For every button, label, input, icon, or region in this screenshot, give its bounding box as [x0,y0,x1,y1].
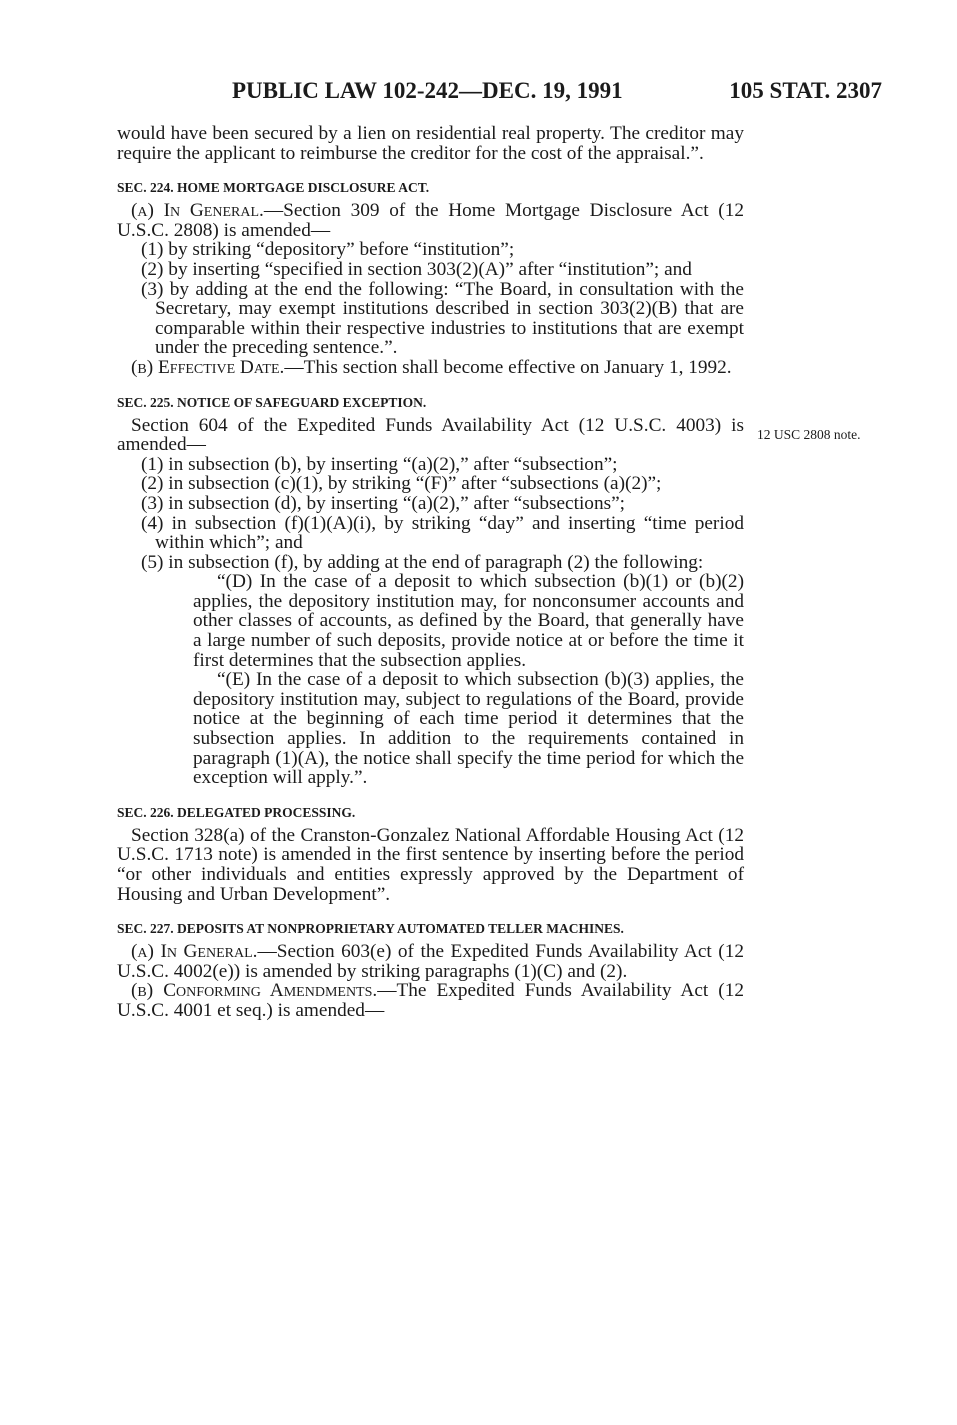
sec225-item-1: (1) in subsection (b), by inserting “(a)(2),” after “subsection”; [141,453,618,475]
sec224-b-label: (b) Effective Date. [131,356,285,378]
public-law-title: PUBLIC LAW 102-242—DEC. 19, 1991 [232,78,623,103]
sec224-item-3: (3) by adding at the end the following: “The Board, in consultation with the Secretary, may exempt institutions described in section 303(2)(B) that are comparable within their respective industries to institutions that are exempt under the preceding sentence.”. [141,278,744,359]
sec224-subsection-a [117,201,744,240]
sec227-b-label: (b) Conforming Amendments. [131,980,378,1002]
body-text [117,124,744,1021]
sec225-item-2: (2) in subsection (c)(1), by striking “(F)” after “subsections (a)(2)”; [141,473,662,495]
sec224-subsection-b [117,358,744,378]
sec227-b-text: —The Expedited Funds Availability Act (12 U.S.C. 4001 et seq.) is amended— [117,980,744,1021]
margin-note-12-usc-2808: 12 USC 2808 note. [757,427,861,442]
sec225-item-3: (3) in subsection (d), by inserting “(a)(2),” after “subsections”; [141,492,626,514]
section-heading-226: SEC. 226. DELEGATED PROCESSING. [117,804,356,820]
sec224-a-label: (a) In General. [131,200,264,222]
sec224-b-text: —This section shall become effective on January 1, 1992. [284,356,732,378]
sec225-quote-d: “(D) In the case of a deposit to which subsection (b)(1) or (b)(2) applies, the depository institution may, for nonconsumer accounts and other classes of accounts, as defined by the Board, that generally have a large number of such deposits, provide notice at or before the time it first determines that the subsection applies. [193,571,744,671]
running-head [117,78,882,108]
section-heading-227: SEC. 227. DEPOSITS AT NONPROPRIETARY AUTOMATED TELLER MACHINES. [117,921,624,937]
section-heading-224: SEC. 224. HOME MORTGAGE DISCLOSURE ACT. [117,180,430,196]
sec226-text: Section 328(a) of the Cranston-Gonzalez National Affordable Housing Act (12 U.S.C. 1713 note) is amended in the first sentence by inserting before the period “or other individuals and entities expressly approved by the Department of Housing and Urban Development”. [117,824,744,905]
continuation-paragraph: would have been secured by a lien on residential real property. The creditor may require the applicant to reimburse the creditor for the cost of the appraisal.”. [117,123,744,164]
sec224-item-1: (1) by striking “depository” before “institution”; [141,239,515,261]
sec225-intro: Section 604 of the Expedited Funds Availability Act (12 U.S.C. 4003) is amended— [117,414,744,456]
sec224-a-text: —Section 309 of the Home Mortgage Disclosure Act (12 U.S.C. 2808) is amended— [117,200,744,241]
sec227-subsection-b [117,981,744,1020]
sec227-subsection-a [117,942,744,981]
sec227-a-label: (a) In General. [131,941,258,963]
statute-page-number: 105 STAT. 2307 [729,78,882,103]
section-heading-225: SEC. 225. NOTICE OF SAFEGUARD EXCEPTION. [117,394,427,410]
sec227-a-text: —Section 603(e) of the Expedited Funds Availability Act (12 U.S.C. 4002(e)) is amended by striking paragraphs (1)(C) and (2). [117,941,744,982]
sec225-quote-e: “(E) In the case of a deposit to which subsection (b)(3) applies, the depository institution may, subject to regulations of the Board, provide notice at the beginning of each time period it determines that the subsection applies. In addition to the requirements contained in paragraph (1)(A), the notice shall specify the time period for which the exception will apply.”. [193,669,744,789]
sec225-item-5: (5) in subsection (f), by adding at the end of paragraph (2) the following: [141,551,704,573]
sec224-item-2: (2) by inserting “specified in section 303(2)(A)” after “institution”; and [141,258,692,280]
sec225-item-4: (4) in subsection (f)(1)(A)(i), by striking “day” and inserting “time period within which”; and [141,512,744,554]
